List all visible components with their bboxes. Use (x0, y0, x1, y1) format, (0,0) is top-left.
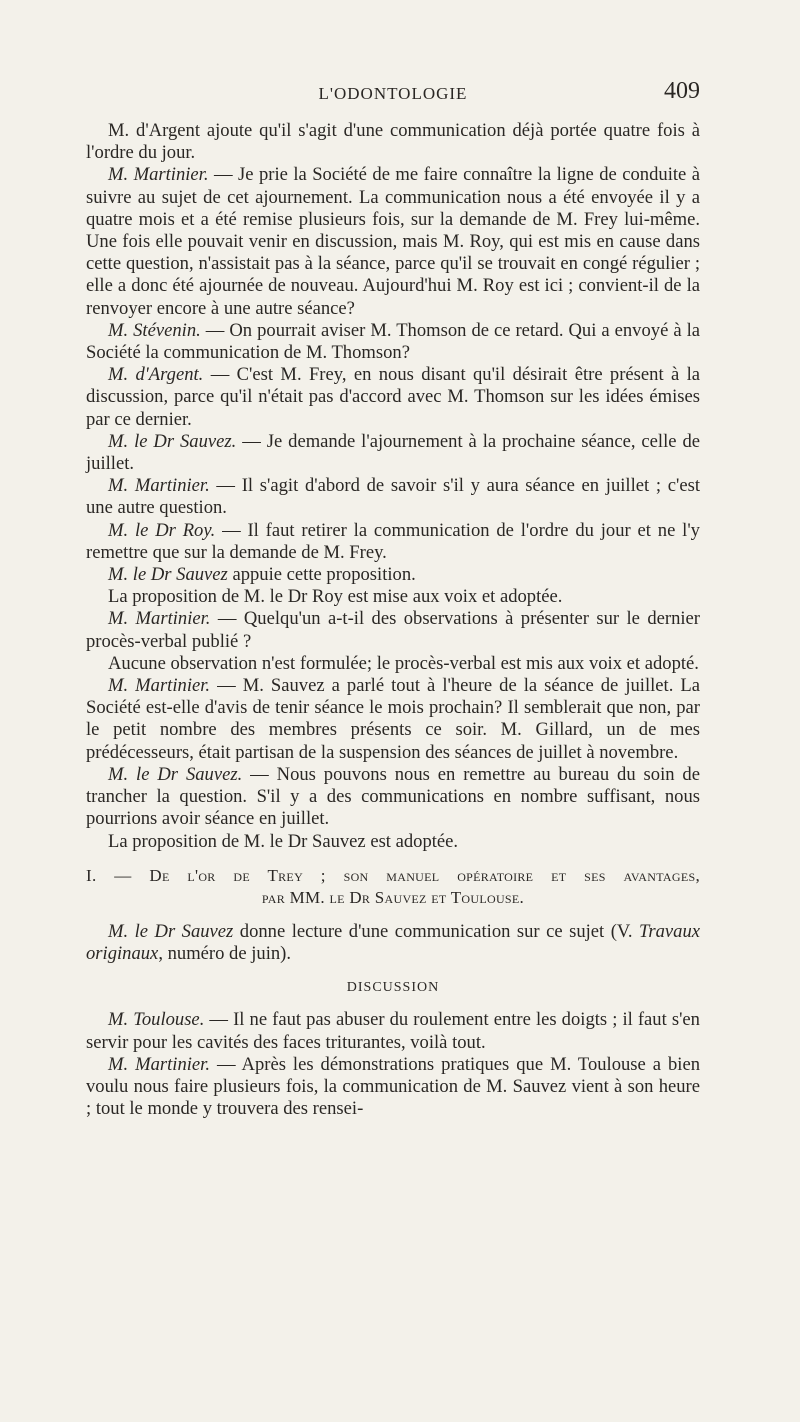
paragraph-text: — On pourrait aviser M. Thomson de ce retard. Qui a envoyé à la Société la communication de M. Thomson? (86, 319, 701, 364)
speaker-name: M. le Dr Sauvez (108, 564, 228, 586)
running-head (86, 78, 700, 108)
paragraph-text: La proposition de M. le Dr Roy est mise aux voix et adoptée. (108, 586, 563, 608)
paragraph-text: Aucune observation n'est formulée; le procès-verbal est mis aux voix et adopté. (108, 652, 699, 674)
paragraph (86, 675, 700, 764)
paragraph (86, 364, 700, 431)
speaker-name: M. Stévenin. (108, 319, 201, 341)
speaker-name: M. le Dr Roy. (108, 519, 216, 541)
paragraph (86, 653, 700, 675)
paragraph (86, 831, 700, 853)
reading-reference: Travaux originaux (86, 920, 700, 964)
paragraph (86, 520, 700, 564)
paragraph (86, 431, 700, 475)
paragraph-text: — Je prie la Société de me faire connaître la ligne de conduite à suivre au sujet de cet ajournement. La communication nous a été envoyée il y a quatre mois et a été remise plusieurs fois, sur la demande de M. Frey lui-même. Une fois elle pouvait venir en discussion, mais M. Roy, qui est mis en cause dans cette question, n'assistait pas à la séance, parce qu'il se trouvait en congé régulier ; elle a donc été ajournée de nouveau. Aujourd'hui M. Roy est ici ; convient-il de la renvoyer encore à une autre séance? (86, 164, 700, 319)
journal-title: L'ODONTOLOGIE (318, 84, 468, 103)
speaker-name: M. Martinier. (108, 475, 210, 497)
paragraph-text: — Il ne faut pas abuser du roulement entre les doigts ; il faut s'en servir pour les cavités des faces triturantes, voilà tout. (86, 1009, 700, 1053)
paragraph (86, 1009, 700, 1053)
paragraph-text: — Je demande l'ajournement à la prochaine séance, celle de juillet. (86, 430, 700, 475)
reading-text-after: , numéro de juin). (158, 942, 292, 964)
speaker-name: M. Martinier. (108, 1053, 211, 1075)
paragraph (86, 586, 700, 608)
speaker-name: M. Toulouse. (108, 1009, 205, 1031)
paragraph-text: — Nous pouvons nous en remettre au bureau du soin de trancher la question. S'il y a des communications en nombre suffisant, nous pourrions avoir séance en juillet. (86, 763, 700, 830)
paragraph-text: — Il s'agit d'abord de savoir s'il y aura séance en juillet ; c'est une autre question. (86, 475, 700, 519)
speaker-name: M. le Dr Sauvez. (108, 763, 243, 785)
paragraph (86, 320, 700, 364)
speaker-name: M. d'Argent. (108, 364, 204, 386)
document-page (0, 78, 800, 1422)
speaker-name: M. Martinier. (108, 675, 211, 697)
reading-text-before: donne lecture d'une communication sur ce sujet (V. (233, 920, 640, 942)
minutes-body (86, 120, 700, 1120)
paragraph (86, 608, 700, 652)
speaker-name: M. Martinier. (108, 608, 211, 630)
paragraph-text: — Après les démonstrations pratiques que M. Toulouse a bien voulu nous faire plusieurs fois, la communication de M. Sauvez vient à son heure ; tout le monde y trouvera des rensei- (86, 1053, 700, 1120)
paragraph (86, 564, 700, 586)
paragraph (86, 475, 700, 519)
section-heading-line-1: I. — De l'or de Trey ; son manuel opératoire et ses avantages, (86, 865, 700, 885)
speaker-name: M. Martinier. (108, 164, 209, 186)
paragraph-text: — C'est M. Frey, en nous disant qu'il désirait être présent à la discussion, parce qu'il n'était pas d'accord avec M. Thomson sur les idées émises par ce dernier. (86, 364, 700, 430)
section-heading-line-2: par MM. le Dr Sauvez et Toulouse. (261, 887, 525, 907)
paragraph (86, 764, 700, 831)
paragraph-text: — Quelqu'un a-t-il des observations à présenter sur le dernier procès-verbal publié ? (86, 608, 700, 652)
paragraph (86, 164, 700, 319)
paragraph-text: M. d'Argent ajoute qu'il s'agit d'une communication déjà portée quatre fois à l'ordre du jour. (86, 120, 700, 164)
paragraph (86, 1054, 700, 1121)
paragraph (86, 120, 700, 164)
paragraph-text: appuie cette proposition. (227, 564, 416, 586)
section-heading (86, 865, 700, 909)
paragraph-text: — M. Sauvez a parlé tout à l'heure de la séance de juillet. La Société est-elle d'avis de tenir séance le mois prochain? Il semblerait que non, par le petit nombre des membres présents ce soir. M. Gillard, un de mes prédécesseurs, était partisan de la suspension des séances de juillet à novembre. (86, 675, 700, 763)
paragraph-text: La proposition de M. le Dr Sauvez est adoptée. (108, 830, 459, 852)
reading-paragraph (86, 921, 700, 965)
page-number: 409 (664, 78, 700, 104)
speaker-name: M. le Dr Sauvez (108, 920, 234, 942)
speaker-name: M. le Dr Sauvez. (108, 430, 237, 452)
paragraph-text: — Il faut retirer la communication de l'ordre du jour et ne l'y remettre que sur la demande de M. Frey. (86, 519, 700, 563)
discussion-heading: DISCUSSION (346, 980, 440, 996)
